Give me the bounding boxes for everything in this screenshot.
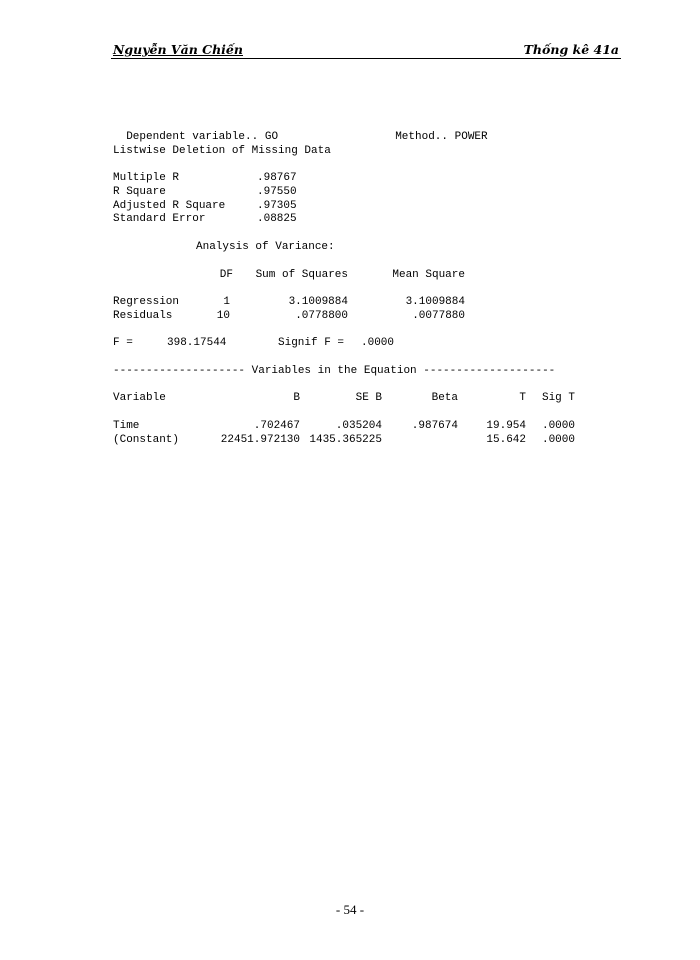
author-name: Nguyễn Văn Chiến <box>113 42 243 57</box>
fit-stat-label: Standard Error <box>113 213 206 225</box>
fit-stat-value: .97550 <box>257 186 297 198</box>
page-number: - 54 - <box>335 902 365 917</box>
coef-header-b: B <box>293 392 300 404</box>
coef-header-variable: Variable <box>113 392 166 404</box>
coef-t: 15.642 <box>486 434 526 446</box>
equation-banner: -------------------- Variables in the Equation -------------------- <box>113 365 556 377</box>
anova-df: 1 <box>223 296 230 308</box>
dependent-value: GO <box>264 130 279 143</box>
anova-header-ss: Sum of Squares <box>255 269 348 281</box>
anova-ms: 3.1009884 <box>405 296 465 308</box>
anova-source: Regression <box>113 296 180 308</box>
fit-stat-label: R Square <box>113 186 166 198</box>
coef-beta: .987674 <box>411 420 458 432</box>
coef-sig: .0000 <box>541 420 575 432</box>
method-label: Method.. <box>395 130 449 143</box>
course-title: Thống kê 41a <box>523 42 619 57</box>
method-value: POWER <box>454 130 488 143</box>
signif-label: Signif F = <box>278 337 345 349</box>
fit-stat-value: .98767 <box>257 172 297 184</box>
coef-b: .702467 <box>253 420 300 432</box>
coef-header-sig: Sig T <box>541 392 575 404</box>
coef-variable: Time <box>113 420 140 432</box>
coef-b: 22451.972130 <box>220 434 300 446</box>
dependent-variable-line <box>113 117 278 145</box>
coef-header-se: SE B <box>355 392 382 404</box>
fit-stat-label: Adjusted R Square <box>113 200 226 212</box>
anova-df: 10 <box>216 310 230 322</box>
fit-stat-label: Multiple R <box>113 172 180 184</box>
coef-header-beta: Beta <box>431 392 458 404</box>
coef-se: .035204 <box>335 420 382 432</box>
coef-se: 1435.365225 <box>309 434 382 446</box>
anova-ms: .0077880 <box>412 310 465 322</box>
signif-value: .0000 <box>361 337 395 349</box>
listwise-note: Listwise Deletion of Missing Data <box>113 145 331 157</box>
dependent-label: Dependent variable.. <box>126 130 259 143</box>
f-label: F = <box>113 337 133 349</box>
coef-header-t: T <box>519 392 526 404</box>
f-value: 398.17544 <box>167 337 227 349</box>
page-header <box>111 42 621 59</box>
anova-source: Residuals <box>113 310 173 322</box>
anova-header-ms: Mean Square <box>392 269 465 281</box>
coef-variable: (Constant) <box>113 434 180 446</box>
coef-t: 19.954 <box>486 420 526 432</box>
anova-ss: 3.1009884 <box>288 296 348 308</box>
fit-stat-value: .08825 <box>257 213 297 225</box>
method-line <box>382 117 488 145</box>
anova-title: Analysis of Variance: <box>196 241 335 253</box>
fit-stat-value: .97305 <box>257 200 297 212</box>
anova-header-df: DF <box>219 269 233 281</box>
coef-sig: .0000 <box>541 434 575 446</box>
anova-ss: .0778800 <box>295 310 348 322</box>
